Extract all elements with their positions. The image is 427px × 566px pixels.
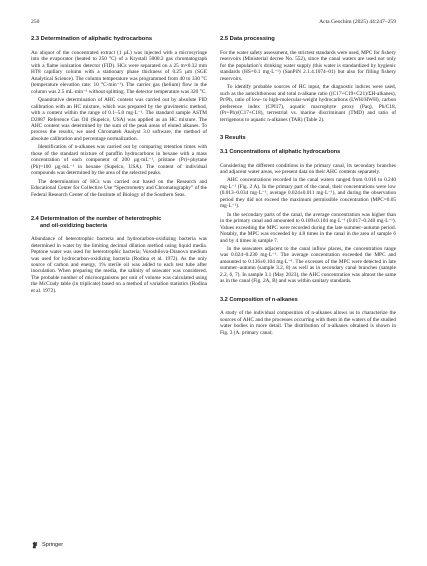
section-2-3-paragraph-1: An aliquot of the concentrated extract (1 µL) was injected with a microsyringe into the evaporator (heated to 250 °C) of a Krystall 5000.2 gas chromatograph with a flame ionization detector (FID). HCs were separated on a 25 m×0.32 mm HT8 capillary column with a stationary phase thickness of 0.25 µm (SGE Analytical Science). The column temperature was programmed from 40 to 330 °C (temperature elevation rate: 10 °C·min⁻¹). The carrier gas (helium) flow in the column was 2.5 mL·min⁻¹ without splitting. The detector temperature was 320 °C. (31, 50, 207, 95)
section-2-5-heading: 2.5 Data processing (220, 36, 275, 42)
section-2-4-paragraph-1: Abundance of heterotrophic bacteria and hydrocarbon-oxidizing bacteria was determined in water by the limiting decimal dilution method using liquid media. Peptone water was used for heterotrophic bacteria; Voroshilova-Dianova medium was used for hydrocarbon-oxidizing bacteria (Rodina et al. 1972). As the only source of carbon and energy, 1% sterile oil was added to each test tube after inoculation. When preparing the media, the salinity of seawater was considered. The probable number of microorganisms per unit of volume was calculated using the McCrady table (in triplicate) based on a method of variation statistics (Rodina et al. 1972). (31, 236, 207, 294)
running-header (31, 19, 396, 26)
left-column (31, 36, 207, 296)
section-2-5-paragraph-2: To identify probable sources of HC input, the diagnostic indices were used, such as the autochthonous and total n-alkane ratio ((C17+C19+C21)/ΣH-alkanes), Pr/Ph, ratio of low- to high-molecular-weight hydrocarbons (LWH/HWH), carbon preference index (CPI17), aquatic macrophyte proxy (Paq), Ph/C18, (Pr+Ph)/(C17+C18), terrestrial vs. marine discriminant (TMD) and ratio of terrigenous to aquatic n-alkanes (TAR) (Table 2). (220, 84, 396, 123)
page-number: 250 (31, 19, 40, 25)
section-3-1-paragraph-4: In the seawaters adjacent to the canal inflow places, the concentration range was 0.024–0.230 mg·L⁻¹. The average concentration exceeded the MPC and amounted to 0.136±0.104 mg·L⁻¹. The excesses of the MPC were detected in late summer–autumn (sample 3.2, 8) as well as in secondary canal branches (sample 2.2, 6, 7). In sample 3.1 (May 2023), the AHC concentration was almost the same as in the canal (Fig. 2A, B) and was within sanitary standards. (220, 246, 396, 285)
publisher-name: Springer (42, 542, 64, 548)
section-2-5-paragraph-1: For the water safety assessment, the strictest standards were used, MPC for fishery reservoirs (Ministerial decree No. 552), since the canal waters are used not only for the population’s drinking water supply (this water is standardized by hygienic standards (HS=0.1 mg·L⁻¹) (SanPiN 2.1.4.1074–01) but also for filling fishery reservoirs. (220, 50, 396, 82)
section-2-3-paragraph-3: Identification of n-alkanes was carried out by comparing retention times with those of the standard mixture of paraffin hydrocarbons in hexane with a mass concentration of each component of 200 µg·mL⁻¹, pristane (Pr)+phytane (Ph)=100 µg·mL⁻¹ in hexane (Supelco, USA). The content of individual compounds was determined by the area of the selected peaks. (31, 144, 207, 177)
section-2-3-paragraph-4: The determination of HCs was carried out based on the Research and Educational Center for Collective Use “Spectrometry and Chromatography” of the Federal Research Center of the Institute of Biology of the Southern Seas. (31, 178, 207, 198)
page-footer (31, 541, 63, 549)
section-2-3-paragraph-2: Quantitative determination of AHC content was carried out by absolute FID calibration with an HC mixture, which was prepared by the gravimetric method, with a content within the range of 0.1–5.0 mg·L⁻¹. The standard sample ASTM D2887 Reference Gas Oil (Supelco, USA) was applied as an HC mixture. The AHC content was determined by the sum of the peak areas of eluted alkanes. To process the results, we used Chromatek Analyst 3.0 software, the method of absolute calibration and percentage normalization. (31, 97, 207, 142)
section-3-1-heading: 3.1 Concentrations of aliphatic hydrocarbons (220, 148, 341, 155)
section-3-1-paragraph-3: In the secondary parts of the canal, the average concentration was higher than in the primary canal and amounted to 0.109±0.104 mg·L⁻¹ (0.017–0.240 mg·L⁻¹). Values exceeding the MPC were recorded during the late summer–autumn period. Notably, the MPC was exceeded by 4.8 times in the canal in the area of sample 6 and by 4 times in sample 7. (220, 211, 396, 244)
right-column (220, 36, 396, 338)
section-3-heading: 3 Results (220, 134, 246, 141)
springer-horse-icon (31, 541, 39, 549)
section-2-3-heading: 2.3 Determination of aliphatic hydrocarbons (31, 36, 153, 42)
section-3-2-paragraph-1: A study of the individual composition of n-alkanes allows us to characterize the sources of AHC and the processes occurring with them in the waters of the studied water bodies in more detail. The distribution of n-alkanes obtained is shown in Fig. 3 (A. primary canal; (220, 310, 396, 336)
section-2-4-heading-line-1: 2.4 Determination of the number of heterotrophic (31, 215, 162, 222)
section-2-4-heading-line-2: and oil‑oxidizing bacteria (40, 222, 108, 229)
section-3-1-paragraph-1: Considering the different conditions in the primary canal, its secondary branches and adjacent water areas, we present data on their AHC contents separately. (220, 162, 396, 176)
section-2-4-heading (31, 216, 207, 229)
journal-citation: Acta Geochim (2025) 44:247–259 (319, 19, 396, 25)
section-3-2-heading: 3.2 Composition of n‑alkanes (220, 296, 298, 303)
section-3-1-paragraph-2: AHC concentrations recorded in the canal waters ranged from 0.016 to 0.240 mg·L⁻¹ (Fig. 2 A). In the primary part of the canal, their concentrations were low (0.013–0.034 mg·L⁻¹, average 0.024±0.011 mg·L⁻¹), and during the observation period they did not exceed the maximum permissible concentration (MPC=0.05 mg·L⁻¹). (220, 177, 396, 210)
